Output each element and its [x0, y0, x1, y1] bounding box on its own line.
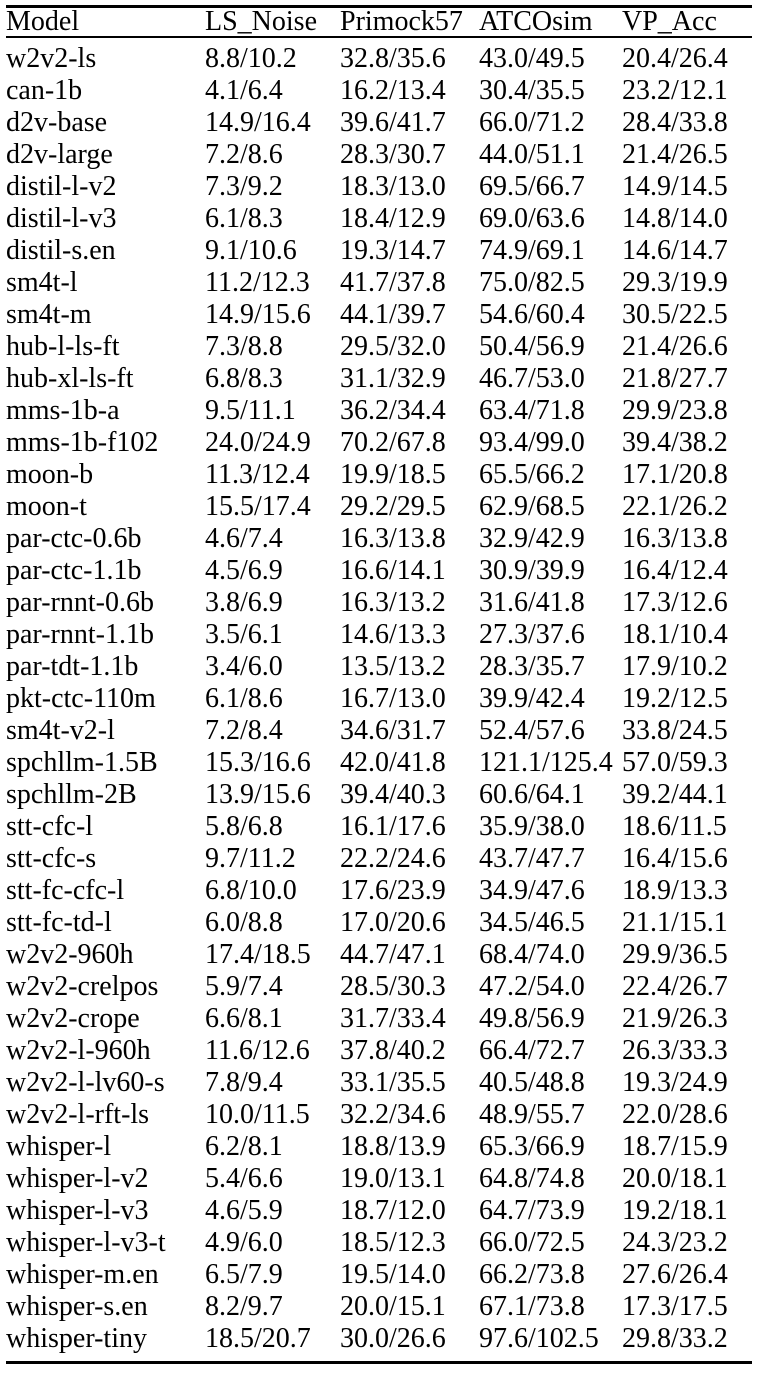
metric-value-cell: 68.4/74.0: [479, 939, 585, 970]
table-row: [6, 459, 752, 491]
table-row: [6, 779, 752, 811]
table-row: [6, 235, 752, 267]
metric-value-cell: 39.9/42.4: [479, 683, 585, 714]
metric-value-cell: 19.3/14.7: [340, 235, 446, 266]
metric-value-cell: 14.6/14.7: [622, 235, 728, 266]
metric-value-cell: 28.4/33.8: [622, 107, 728, 138]
table-row: [6, 715, 752, 747]
table-row: [6, 363, 752, 395]
model-name-cell: par-rnnt-1.1b: [6, 619, 154, 650]
metric-value-cell: 34.5/46.5: [479, 907, 585, 938]
column-header-ls-noise: LS_Noise: [205, 7, 340, 38]
metric-value-cell: 39.4/38.2: [622, 427, 728, 458]
table-row: [6, 619, 752, 651]
metric-value-cell: 7.3/8.8: [205, 331, 283, 362]
metric-value-cell: 7.3/9.2: [205, 171, 283, 202]
metric-value-cell: 48.9/55.7: [479, 1099, 585, 1130]
metric-value-cell: 7.2/8.4: [205, 715, 283, 746]
metric-value-cell: 14.9/14.5: [622, 171, 728, 202]
model-name-cell: whisper-s.en: [6, 1291, 148, 1322]
metric-value-cell: 57.0/59.3: [622, 747, 728, 778]
metric-value-cell: 39.6/41.7: [340, 107, 446, 138]
metric-value-cell: 32.9/42.9: [479, 523, 585, 554]
model-name-cell: whisper-tiny: [6, 1323, 147, 1354]
model-name-cell: sm4t-m: [6, 299, 92, 330]
metric-value-cell: 22.4/26.7: [622, 971, 728, 1002]
metric-value-cell: 16.4/15.6: [622, 843, 728, 874]
metric-value-cell: 28.5/30.3: [340, 971, 446, 1002]
metric-value-cell: 54.6/60.4: [479, 299, 585, 330]
model-name-cell: stt-fc-td-l: [6, 907, 112, 938]
model-name-cell: sm4t-l: [6, 267, 78, 298]
model-name-cell: par-ctc-0.6b: [6, 523, 142, 554]
metric-value-cell: 60.6/64.1: [479, 779, 585, 810]
model-name-cell: w2v2-l-960h: [6, 1035, 151, 1066]
metric-value-cell: 29.9/36.5: [622, 939, 728, 970]
metric-value-cell: 121.1/125.4: [479, 747, 613, 778]
metric-value-cell: 24.0/24.9: [205, 427, 311, 458]
metric-value-cell: 31.1/32.9: [340, 363, 446, 394]
table-row: [6, 107, 752, 139]
metric-value-cell: 39.2/44.1: [622, 779, 728, 810]
table-row: [6, 875, 752, 907]
metric-value-cell: 6.1/8.6: [205, 683, 283, 714]
model-name-cell: distil-s.en: [6, 235, 116, 266]
column-header-vp-acc: VP_Acc: [622, 7, 752, 38]
table-row: [6, 1131, 752, 1163]
metric-value-cell: 7.2/8.6: [205, 139, 283, 170]
metric-value-cell: 21.1/15.1: [622, 907, 728, 938]
table-row: [6, 907, 752, 939]
header-row: [6, 7, 752, 38]
model-name-cell: w2v2-l-rft-ls: [6, 1099, 150, 1130]
table-row: [6, 171, 752, 203]
metric-value-cell: 18.1/10.4: [622, 619, 728, 650]
metric-value-cell: 32.2/34.6: [340, 1099, 446, 1130]
metric-value-cell: 16.2/13.4: [340, 75, 446, 106]
metric-value-cell: 19.3/24.9: [622, 1067, 728, 1098]
metric-value-cell: 36.2/34.4: [340, 395, 446, 426]
metric-value-cell: 9.1/10.6: [205, 235, 297, 266]
metric-value-cell: 5.4/6.6: [205, 1163, 283, 1194]
model-name-cell: d2v-base: [6, 107, 108, 138]
model-name-cell: w2v2-l-lv60-s: [6, 1067, 165, 1098]
model-name-cell: w2v2-crelpos: [6, 971, 159, 1002]
metric-value-cell: 16.6/14.1: [340, 555, 446, 586]
model-name-cell: w2v2-960h: [6, 939, 134, 970]
metric-value-cell: 17.6/23.9: [340, 875, 446, 906]
table-row: [6, 75, 752, 107]
metric-value-cell: 17.9/10.2: [622, 651, 728, 682]
metric-value-cell: 11.2/12.3: [205, 267, 310, 298]
metric-value-cell: 29.9/23.8: [622, 395, 728, 426]
metric-value-cell: 6.2/8.1: [205, 1131, 283, 1162]
metric-value-cell: 6.5/7.9: [205, 1259, 283, 1290]
column-header-atcosim: ATCOsim: [479, 7, 622, 38]
metric-value-cell: 34.9/47.6: [479, 875, 585, 906]
model-name-cell: hub-xl-ls-ft: [6, 363, 134, 394]
metric-value-cell: 16.7/13.0: [340, 683, 446, 714]
metric-value-cell: 27.6/26.4: [622, 1259, 728, 1290]
metric-value-cell: 75.0/82.5: [479, 267, 585, 298]
metric-value-cell: 15.5/17.4: [205, 491, 311, 522]
metric-value-cell: 27.3/37.6: [479, 619, 585, 650]
metric-value-cell: 22.1/26.2: [622, 491, 728, 522]
metric-value-cell: 62.9/68.5: [479, 491, 585, 522]
metric-value-cell: 6.1/8.3: [205, 203, 283, 234]
metric-value-cell: 14.6/13.3: [340, 619, 446, 650]
metric-value-cell: 11.6/12.6: [205, 1035, 310, 1066]
metric-value-cell: 4.1/6.4: [205, 75, 283, 106]
metric-value-cell: 16.1/17.6: [340, 811, 446, 842]
model-name-cell: par-tdt-1.1b: [6, 651, 139, 682]
metric-value-cell: 14.8/14.0: [622, 203, 728, 234]
metric-value-cell: 21.4/26.5: [622, 139, 728, 170]
metric-value-cell: 29.8/33.2: [622, 1323, 728, 1354]
metric-value-cell: 3.4/6.0: [205, 651, 283, 682]
metric-value-cell: 9.7/11.2: [205, 843, 296, 874]
metric-value-cell: 21.9/26.3: [622, 1003, 728, 1034]
metric-value-cell: 13.5/13.2: [340, 651, 446, 682]
metric-value-cell: 64.8/74.8: [479, 1163, 585, 1194]
metric-value-cell: 44.1/39.7: [340, 299, 446, 330]
table-row: [6, 939, 752, 971]
metric-value-cell: 35.9/38.0: [479, 811, 585, 842]
metric-value-cell: 20.0/15.1: [340, 1291, 446, 1322]
metric-value-cell: 18.5/20.7: [205, 1323, 311, 1354]
metric-value-cell: 19.0/13.1: [340, 1163, 446, 1194]
metric-value-cell: 20.4/26.4: [622, 43, 728, 74]
metric-value-cell: 15.3/16.6: [205, 747, 311, 778]
metric-value-cell: 69.0/63.6: [479, 203, 585, 234]
metric-value-cell: 18.7/15.9: [622, 1131, 728, 1162]
metric-value-cell: 5.9/7.4: [205, 971, 283, 1002]
metric-value-cell: 16.3/13.8: [340, 523, 446, 554]
metric-value-cell: 17.0/20.6: [340, 907, 446, 938]
metric-value-cell: 34.6/31.7: [340, 715, 446, 746]
model-name-cell: pkt-ctc-110m: [6, 683, 156, 714]
table-row: [6, 747, 752, 779]
table-row: [6, 299, 752, 331]
metric-value-cell: 14.9/15.6: [205, 299, 311, 330]
column-header-model: Model: [6, 7, 205, 38]
metric-value-cell: 29.5/32.0: [340, 331, 446, 362]
metric-value-cell: 16.3/13.8: [622, 523, 728, 554]
metric-value-cell: 6.0/8.8: [205, 907, 283, 938]
table-row: [6, 555, 752, 587]
metric-value-cell: 10.0/11.5: [205, 1099, 310, 1130]
metric-value-cell: 4.9/6.0: [205, 1227, 283, 1258]
metric-value-cell: 8.8/10.2: [205, 43, 297, 74]
metric-value-cell: 97.6/102.5: [479, 1323, 599, 1354]
metric-value-cell: 37.8/40.2: [340, 1035, 446, 1066]
metric-value-cell: 43.7/47.7: [479, 843, 585, 874]
model-name-cell: distil-l-v2: [6, 171, 117, 202]
model-name-cell: mms-1b-f102: [6, 427, 159, 458]
model-name-cell: stt-cfc-s: [6, 843, 97, 874]
metric-value-cell: 44.7/47.1: [340, 939, 446, 970]
metric-value-cell: 18.5/12.3: [340, 1227, 446, 1258]
model-name-cell: distil-l-v3: [6, 203, 117, 234]
metric-value-cell: 28.3/30.7: [340, 139, 446, 170]
metric-value-cell: 70.2/67.8: [340, 427, 446, 458]
metric-value-cell: 17.3/12.6: [622, 587, 728, 618]
model-name-cell: w2v2-ls: [6, 43, 97, 74]
metric-value-cell: 64.7/73.9: [479, 1195, 585, 1226]
metric-value-cell: 3.5/6.1: [205, 619, 283, 650]
metric-value-cell: 26.3/33.3: [622, 1035, 728, 1066]
table-row: [6, 491, 752, 523]
model-name-cell: par-rnnt-0.6b: [6, 587, 154, 618]
metric-value-cell: 74.9/69.1: [479, 235, 585, 266]
model-name-cell: sm4t-v2-l: [6, 715, 115, 746]
metric-value-cell: 16.3/13.2: [340, 587, 446, 618]
metric-value-cell: 66.0/72.5: [479, 1227, 585, 1258]
metric-value-cell: 66.2/73.8: [479, 1259, 585, 1290]
metric-value-cell: 8.2/9.7: [205, 1291, 283, 1322]
metric-value-cell: 47.2/54.0: [479, 971, 585, 1002]
table-row: [6, 1099, 752, 1131]
metric-value-cell: 18.9/13.3: [622, 875, 728, 906]
metric-value-cell: 19.5/14.0: [340, 1259, 446, 1290]
metric-value-cell: 11.3/12.4: [205, 459, 310, 490]
metric-value-cell: 49.8/56.9: [479, 1003, 585, 1034]
metric-value-cell: 7.8/9.4: [205, 1067, 283, 1098]
metric-value-cell: 42.0/41.8: [340, 747, 446, 778]
metric-value-cell: 23.2/12.1: [622, 75, 728, 106]
metric-value-cell: 18.6/11.5: [622, 811, 727, 842]
table-row: [6, 1227, 752, 1259]
model-name-cell: moon-b: [6, 459, 94, 490]
table-row: [6, 683, 752, 715]
table-row: [6, 37, 752, 75]
metric-value-cell: 17.1/20.8: [622, 459, 728, 490]
model-name-cell: par-ctc-1.1b: [6, 555, 142, 586]
metric-value-cell: 22.0/28.6: [622, 1099, 728, 1130]
metric-value-cell: 4.5/6.9: [205, 555, 283, 586]
metric-value-cell: 65.3/66.9: [479, 1131, 585, 1162]
metric-value-cell: 22.2/24.6: [340, 843, 446, 874]
table-row: [6, 523, 752, 555]
metric-value-cell: 5.8/6.8: [205, 811, 283, 842]
model-name-cell: whisper-l-v3: [6, 1195, 149, 1226]
metric-value-cell: 17.3/17.5: [622, 1291, 728, 1322]
metric-value-cell: 28.3/35.7: [479, 651, 585, 682]
metric-value-cell: 19.2/12.5: [622, 683, 728, 714]
metric-value-cell: 24.3/23.2: [622, 1227, 728, 1258]
table-row: [6, 1291, 752, 1323]
metric-value-cell: 20.0/18.1: [622, 1163, 728, 1194]
table-row: [6, 811, 752, 843]
table-row: [6, 331, 752, 363]
model-name-cell: whisper-l-v3-t: [6, 1227, 166, 1258]
column-header-primock57: Primock57: [340, 7, 479, 38]
table-row: [6, 139, 752, 171]
model-name-cell: moon-t: [6, 491, 87, 522]
metric-value-cell: 4.6/5.9: [205, 1195, 283, 1226]
table-row: [6, 1067, 752, 1099]
metric-value-cell: 69.5/66.7: [479, 171, 585, 202]
metric-value-cell: 65.5/66.2: [479, 459, 585, 490]
metric-value-cell: 6.6/8.1: [205, 1003, 283, 1034]
model-name-cell: hub-l-ls-ft: [6, 331, 120, 362]
metric-value-cell: 3.8/6.9: [205, 587, 283, 618]
metric-value-cell: 18.4/12.9: [340, 203, 446, 234]
metric-value-cell: 52.4/57.6: [479, 715, 585, 746]
model-name-cell: whisper-m.en: [6, 1259, 159, 1290]
table-row: [6, 1323, 752, 1363]
metric-value-cell: 21.4/26.6: [622, 331, 728, 362]
metric-value-cell: 6.8/10.0: [205, 875, 297, 906]
table-row: [6, 1003, 752, 1035]
model-name-cell: whisper-l: [6, 1131, 112, 1162]
model-name-cell: spchllm-1.5B: [6, 747, 158, 778]
table-row: [6, 843, 752, 875]
table-row: [6, 1035, 752, 1067]
metric-value-cell: 66.4/72.7: [479, 1035, 585, 1066]
table-row: [6, 651, 752, 683]
metric-value-cell: 16.4/12.4: [622, 555, 728, 586]
table-header: [6, 7, 752, 38]
metric-value-cell: 30.5/22.5: [622, 299, 728, 330]
model-name-cell: d2v-large: [6, 139, 113, 170]
metric-value-cell: 44.0/51.1: [479, 139, 585, 170]
metric-value-cell: 29.2/29.5: [340, 491, 446, 522]
metric-value-cell: 30.4/35.5: [479, 75, 585, 106]
metric-value-cell: 4.6/7.4: [205, 523, 283, 554]
model-name-cell: spchllm-2B: [6, 779, 137, 810]
table-row: [6, 587, 752, 619]
model-name-cell: stt-cfc-l: [6, 811, 94, 842]
metric-value-cell: 19.9/18.5: [340, 459, 446, 490]
metric-value-cell: 63.4/71.8: [479, 395, 585, 426]
metric-value-cell: 41.7/37.8: [340, 267, 446, 298]
metric-value-cell: 33.8/24.5: [622, 715, 728, 746]
metric-value-cell: 14.9/16.4: [205, 107, 311, 138]
metric-value-cell: 18.7/12.0: [340, 1195, 446, 1226]
table-row: [6, 427, 752, 459]
asr-results-table: [6, 5, 752, 1364]
metric-value-cell: 21.8/27.7: [622, 363, 728, 394]
metric-value-cell: 40.5/48.8: [479, 1067, 585, 1098]
table-body: [6, 37, 752, 1363]
model-name-cell: mms-1b-a: [6, 395, 120, 426]
metric-value-cell: 46.7/53.0: [479, 363, 585, 394]
metric-value-cell: 18.8/13.9: [340, 1131, 446, 1162]
metric-value-cell: 32.8/35.6: [340, 43, 446, 74]
metric-value-cell: 93.4/99.0: [479, 427, 585, 458]
metric-value-cell: 43.0/49.5: [479, 43, 585, 74]
table-row: [6, 1163, 752, 1195]
metric-value-cell: 39.4/40.3: [340, 779, 446, 810]
metric-value-cell: 30.9/39.9: [479, 555, 585, 586]
table-row: [6, 1195, 752, 1227]
table-row: [6, 1259, 752, 1291]
metric-value-cell: 31.7/33.4: [340, 1003, 446, 1034]
table-row: [6, 203, 752, 235]
table-row: [6, 267, 752, 299]
table-row: [6, 971, 752, 1003]
model-name-cell: can-1b: [6, 75, 83, 106]
metric-value-cell: 17.4/18.5: [205, 939, 311, 970]
metric-value-cell: 18.3/13.0: [340, 171, 446, 202]
metric-value-cell: 29.3/19.9: [622, 267, 728, 298]
metric-value-cell: 30.0/26.6: [340, 1323, 446, 1354]
metric-value-cell: 33.1/35.5: [340, 1067, 446, 1098]
model-name-cell: stt-fc-cfc-l: [6, 875, 125, 906]
metric-value-cell: 6.8/8.3: [205, 363, 283, 394]
metric-value-cell: 13.9/15.6: [205, 779, 311, 810]
metric-value-cell: 50.4/56.9: [479, 331, 585, 362]
metric-value-cell: 67.1/73.8: [479, 1291, 585, 1322]
table-row: [6, 395, 752, 427]
model-name-cell: whisper-l-v2: [6, 1163, 149, 1194]
metric-value-cell: 31.6/41.8: [479, 587, 585, 618]
metric-value-cell: 19.2/18.1: [622, 1195, 728, 1226]
model-name-cell: w2v2-crope: [6, 1003, 140, 1034]
metric-value-cell: 9.5/11.1: [205, 395, 296, 426]
metric-value-cell: 66.0/71.2: [479, 107, 585, 138]
